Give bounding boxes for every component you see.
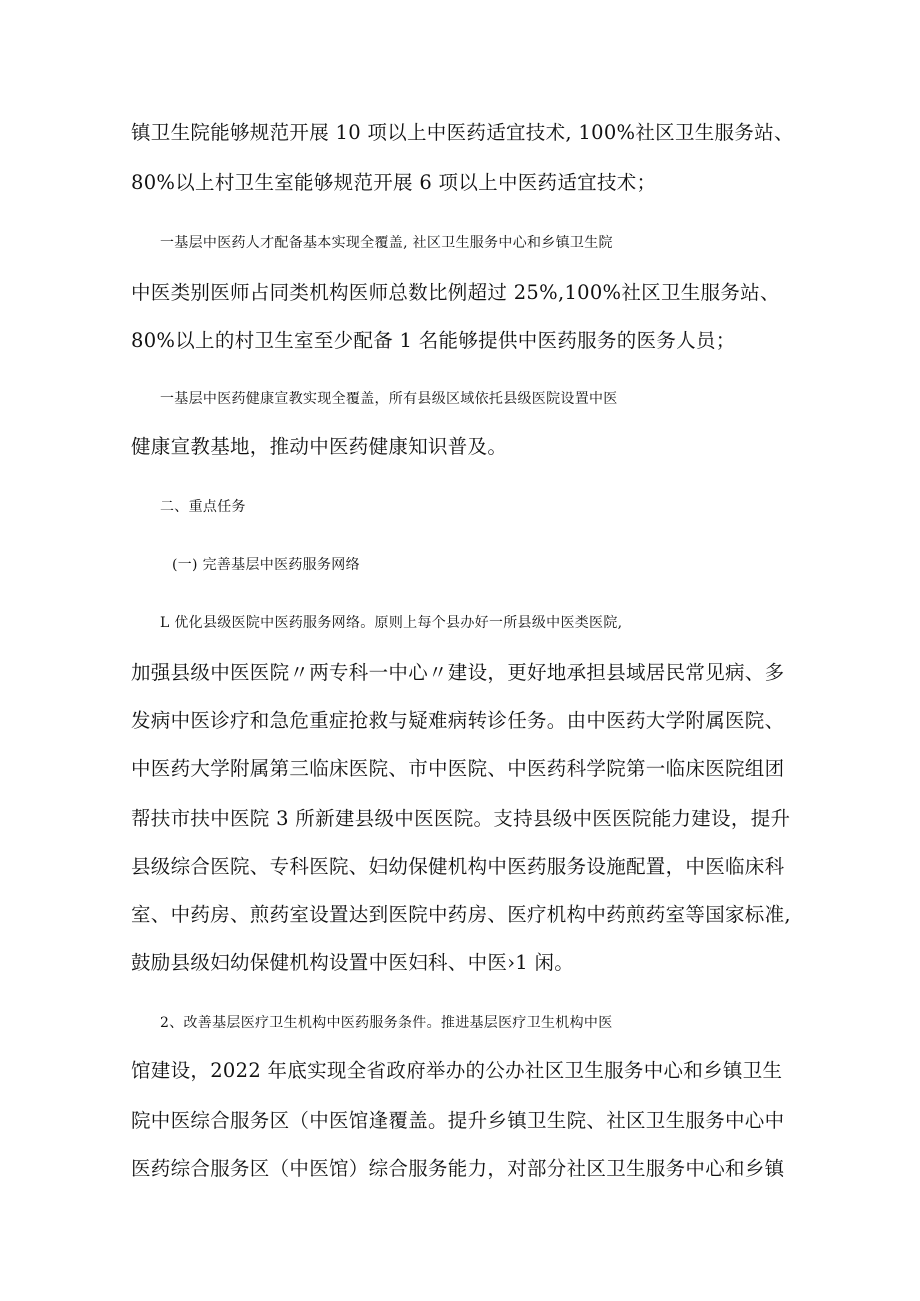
section-heading: 二、重点任务: [160, 499, 246, 515]
paragraph-line: 80%以上的村卫生室至少配备 1 名能够提供中医药服务的医务人员；: [131, 329, 736, 352]
subsection-heading: (一) 完善基层中医药服务网络: [172, 557, 360, 573]
paragraph-line: 鼓励县级妇幼保健机构设置中医妇科、中医›1 闲。: [131, 951, 575, 974]
paragraph-line: 县级综合医院、专科医院、妇幼保健机构中医药服务设施配置，中医临床科: [131, 855, 785, 878]
paragraph-line: 中医药大学附属第三临床医院、市中医院、中医药科学院第一临床医院组团: [131, 757, 785, 780]
paragraph-line: 镇卫生院能够规范开展 10 项以上中医药适宜技术, 100%社区卫生服务站、: [131, 121, 794, 144]
paragraph-line: 健康宣教基地，推动中医药健康知识普及。: [131, 435, 508, 458]
paragraph-line: 院中医综合服务区（中医馆逢覆盖。提升乡镇卫生院、社区卫生服务中心中: [131, 1109, 785, 1132]
paragraph-line: 一基层中医药健康宣教实现全覆盖，所有县级区域依托县级医院设置中医: [160, 391, 618, 407]
paragraph-line: 2、改善基层医疗卫生机构中医药服务条件。推进基层医疗卫生机构中医: [160, 1015, 613, 1031]
paragraph-line: 医药综合服务区（中医馆）综合服务能力，对部分社区卫生服务中心和乡镇: [131, 1157, 785, 1180]
paragraph-line: 加强县级中医医院〃两专科一中心〃建设，更好地承担县域居民常见病、多: [131, 661, 785, 684]
paragraph-line: 一基层中医药人才配备基本实现全覆盖, 社区卫生服务中心和乡镇卫生院: [160, 235, 613, 251]
paragraph-line: 馆建设，2022 年底实现全省政府举办的公办社区卫生服务中心和乡镇卫生: [131, 1059, 783, 1082]
paragraph-line: L 优化县级医院中医药服务网络。原则上每个县办好一所县级中医类医院,: [160, 615, 623, 631]
paragraph-line: 发病中医诊疗和急危重症抢救与疑难病转诊任务。由中医药大学附属医院、: [131, 709, 785, 732]
paragraph-line: 80%以上村卫生室能够规范开展 6 项以上中医药适宜技术；: [131, 171, 657, 194]
paragraph-line: 帮扶市扶中医院 3 所新建县级中医医院。支持县级中医医院能力建设，提升: [131, 807, 791, 830]
paragraph-line: 中医类别医师占同类机构医师总数比例超过 25%,100%社区卫生服务站、: [131, 281, 780, 304]
paragraph-line: 室、中药房、煎药室设置达到医院中药房、医疗机构中药煎药室等国家标准,: [131, 903, 791, 926]
